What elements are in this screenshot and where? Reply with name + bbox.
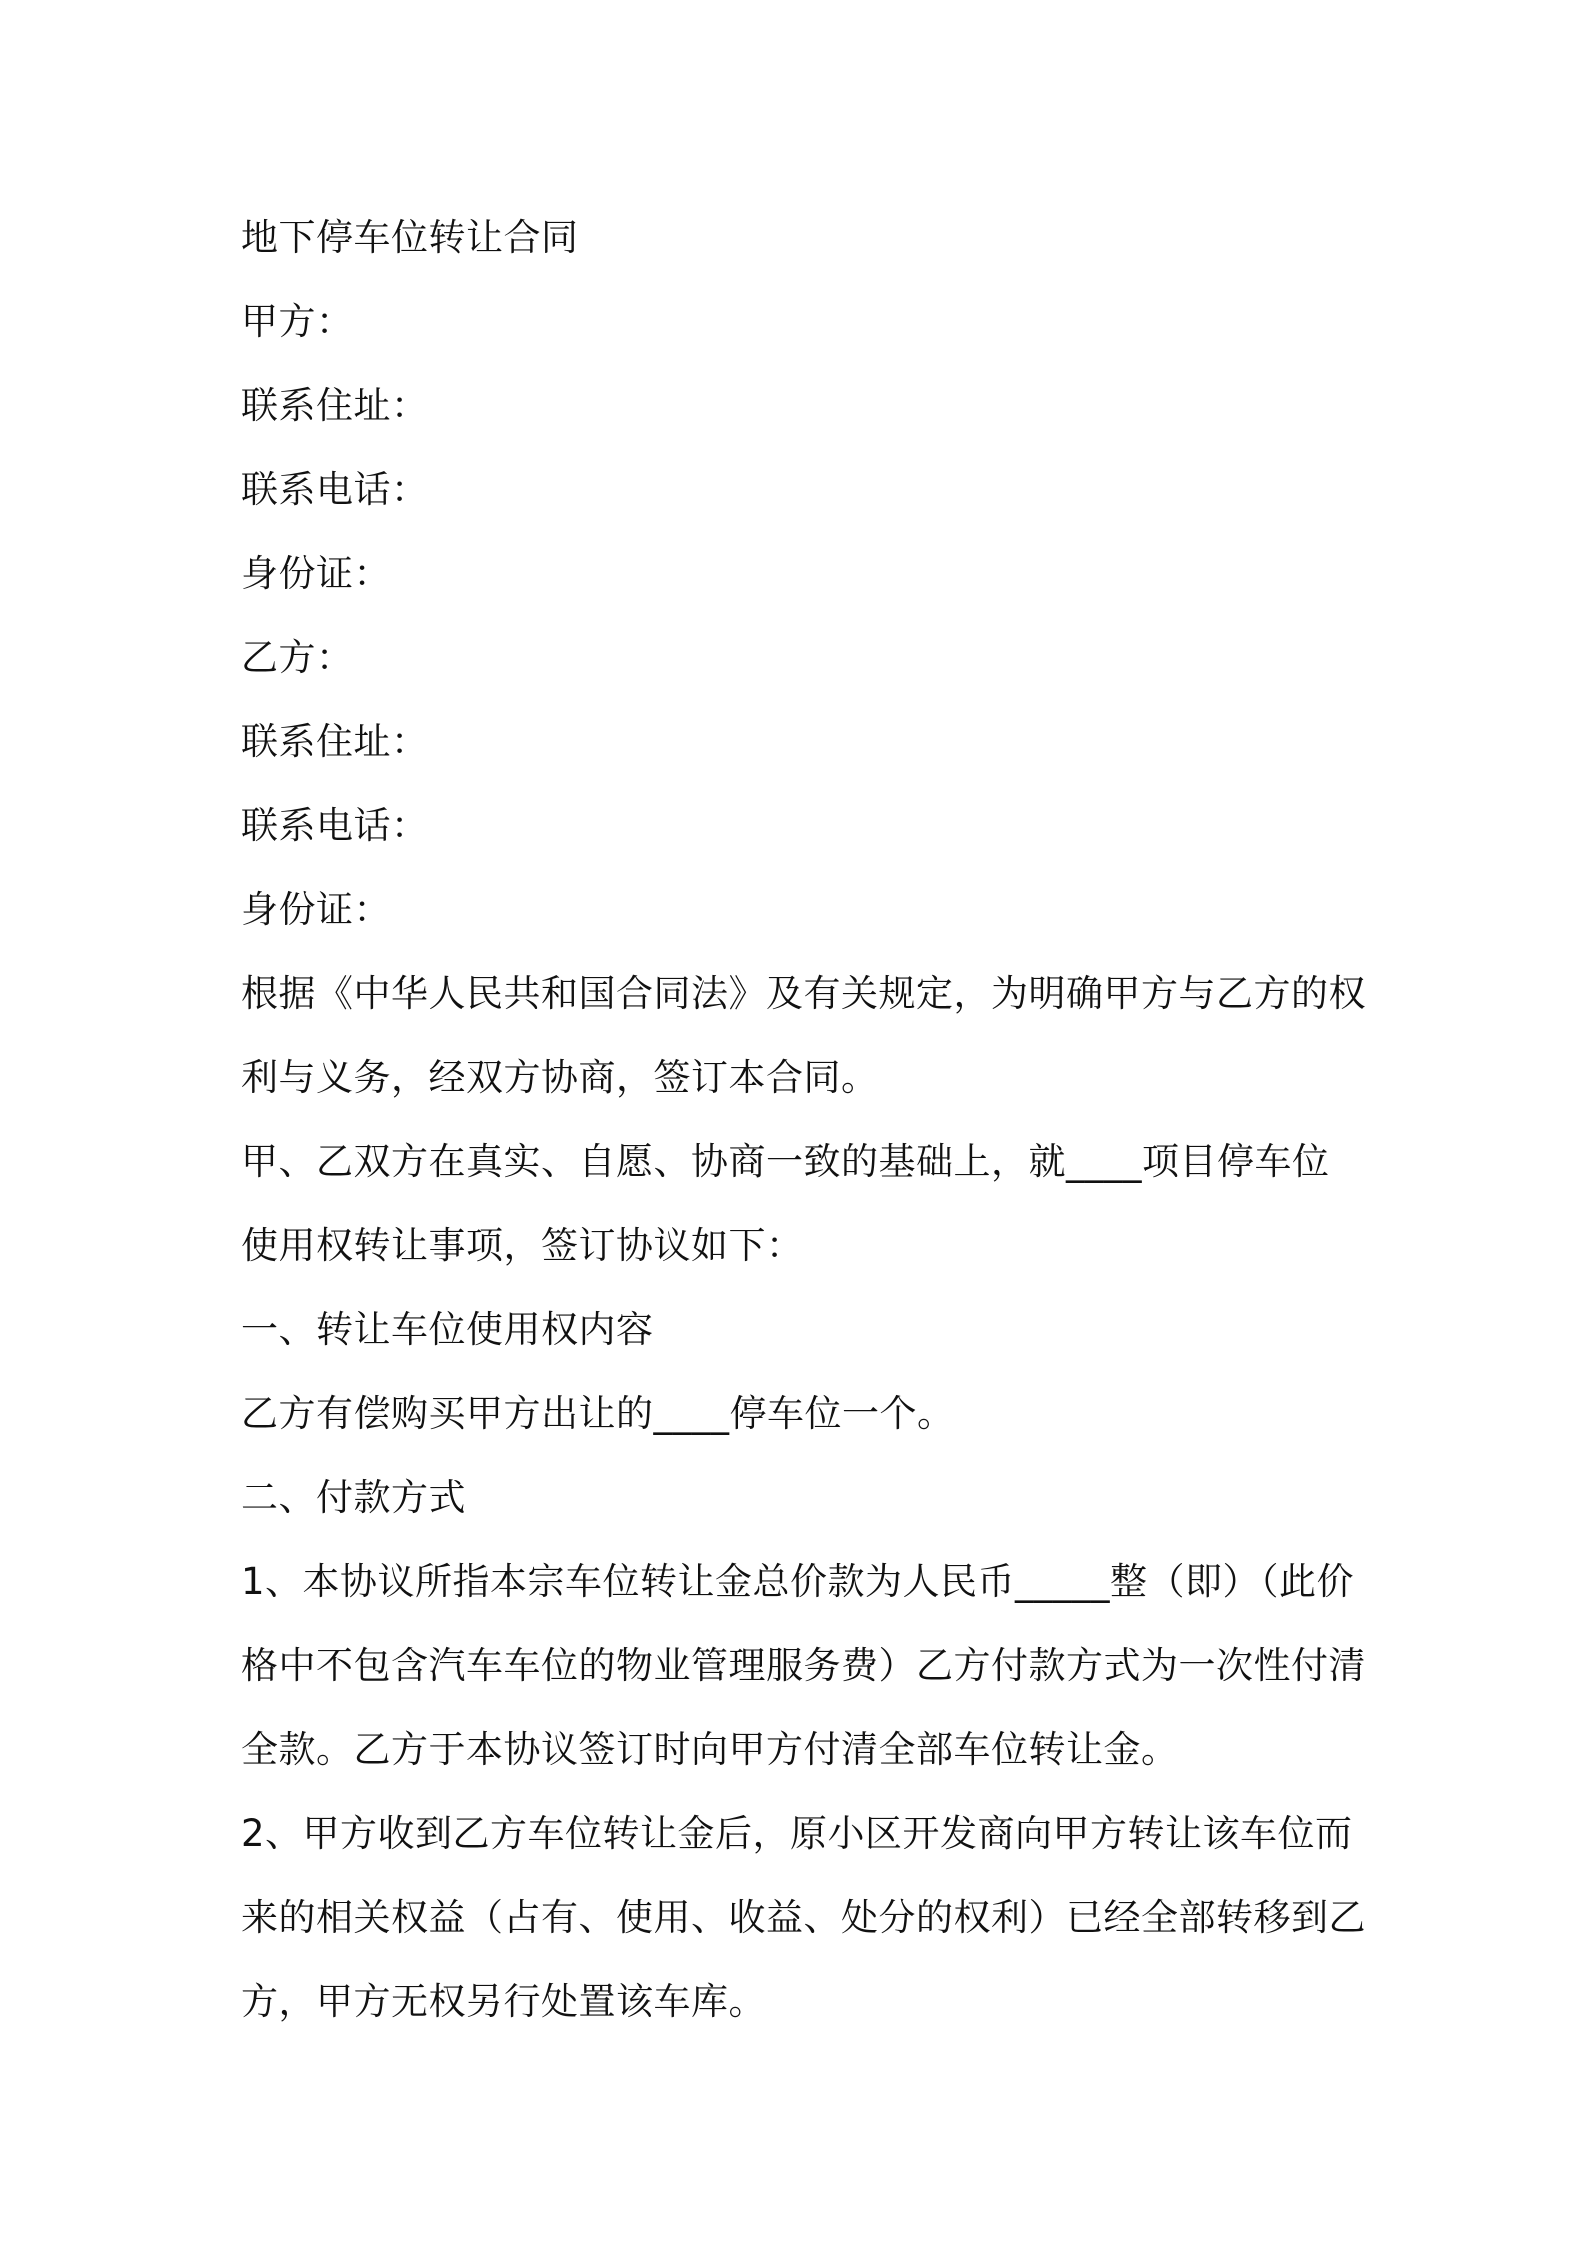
clause-2-paragraph — [241, 1792, 1366, 2044]
clause-2-line: 方，甲方无权另行处置该车库。 — [241, 1980, 766, 2023]
clause-1-line: 全款。乙方于本协议签订时向甲方付清全部车位转让金。 — [241, 1728, 1179, 1771]
agreement-line: 使用权转让事项，签订协议如下： — [241, 1224, 804, 1267]
section-2-heading: 二、付款方式 — [241, 1476, 466, 1519]
party-a-phone-label: 联系电话： — [241, 468, 429, 511]
party-b-label: 乙方： — [241, 636, 354, 679]
party-a-id-label: 身份证： — [241, 552, 391, 595]
clause-1-paragraph — [241, 1540, 1366, 1792]
clause-1-line: 1、本协议所指本宗车位转让金总价款为人民币_____整（即）（此价 — [241, 1560, 1355, 1603]
section-1-heading: 一、转让车位使用权内容 — [241, 1308, 654, 1351]
clause-1-line: 格中不包含汽车车位的物业管理服务费）乙方付款方式为一次性付清 — [241, 1644, 1366, 1687]
agreement-line: 甲、乙双方在真实、自愿、协商一致的基础上，就____项目停车位 — [241, 1140, 1330, 1183]
basis-paragraph — [241, 952, 1366, 1120]
basis-line: 利与义务，经双方协商，签订本合同。 — [241, 1056, 879, 1099]
basis-line: 根据《中华人民共和国合同法》及有关规定，为明确甲方与乙方的权 — [241, 972, 1366, 1015]
party-a-label: 甲方： — [241, 300, 354, 343]
agreement-paragraph — [241, 1120, 1361, 1288]
party-b-id-label: 身份证： — [241, 888, 391, 931]
document-body — [241, 196, 1366, 2044]
clause-2-line: 2、甲方收到乙方车位转让金后，原小区开发商向甲方转让该车位而 — [241, 1812, 1353, 1855]
party-b-phone-label: 联系电话： — [241, 804, 429, 847]
clause-2-line: 来的相关权益（占有、使用、收益、处分的权利）已经全部转移到乙 — [241, 1896, 1366, 1939]
party-a-address-label: 联系住址： — [241, 384, 429, 427]
party-b-address-label: 联系住址： — [241, 720, 429, 763]
document-title: 地下停车位转让合同 — [241, 216, 579, 259]
section-1-body: 乙方有偿购买甲方出让的____停车位一个。 — [241, 1392, 955, 1435]
